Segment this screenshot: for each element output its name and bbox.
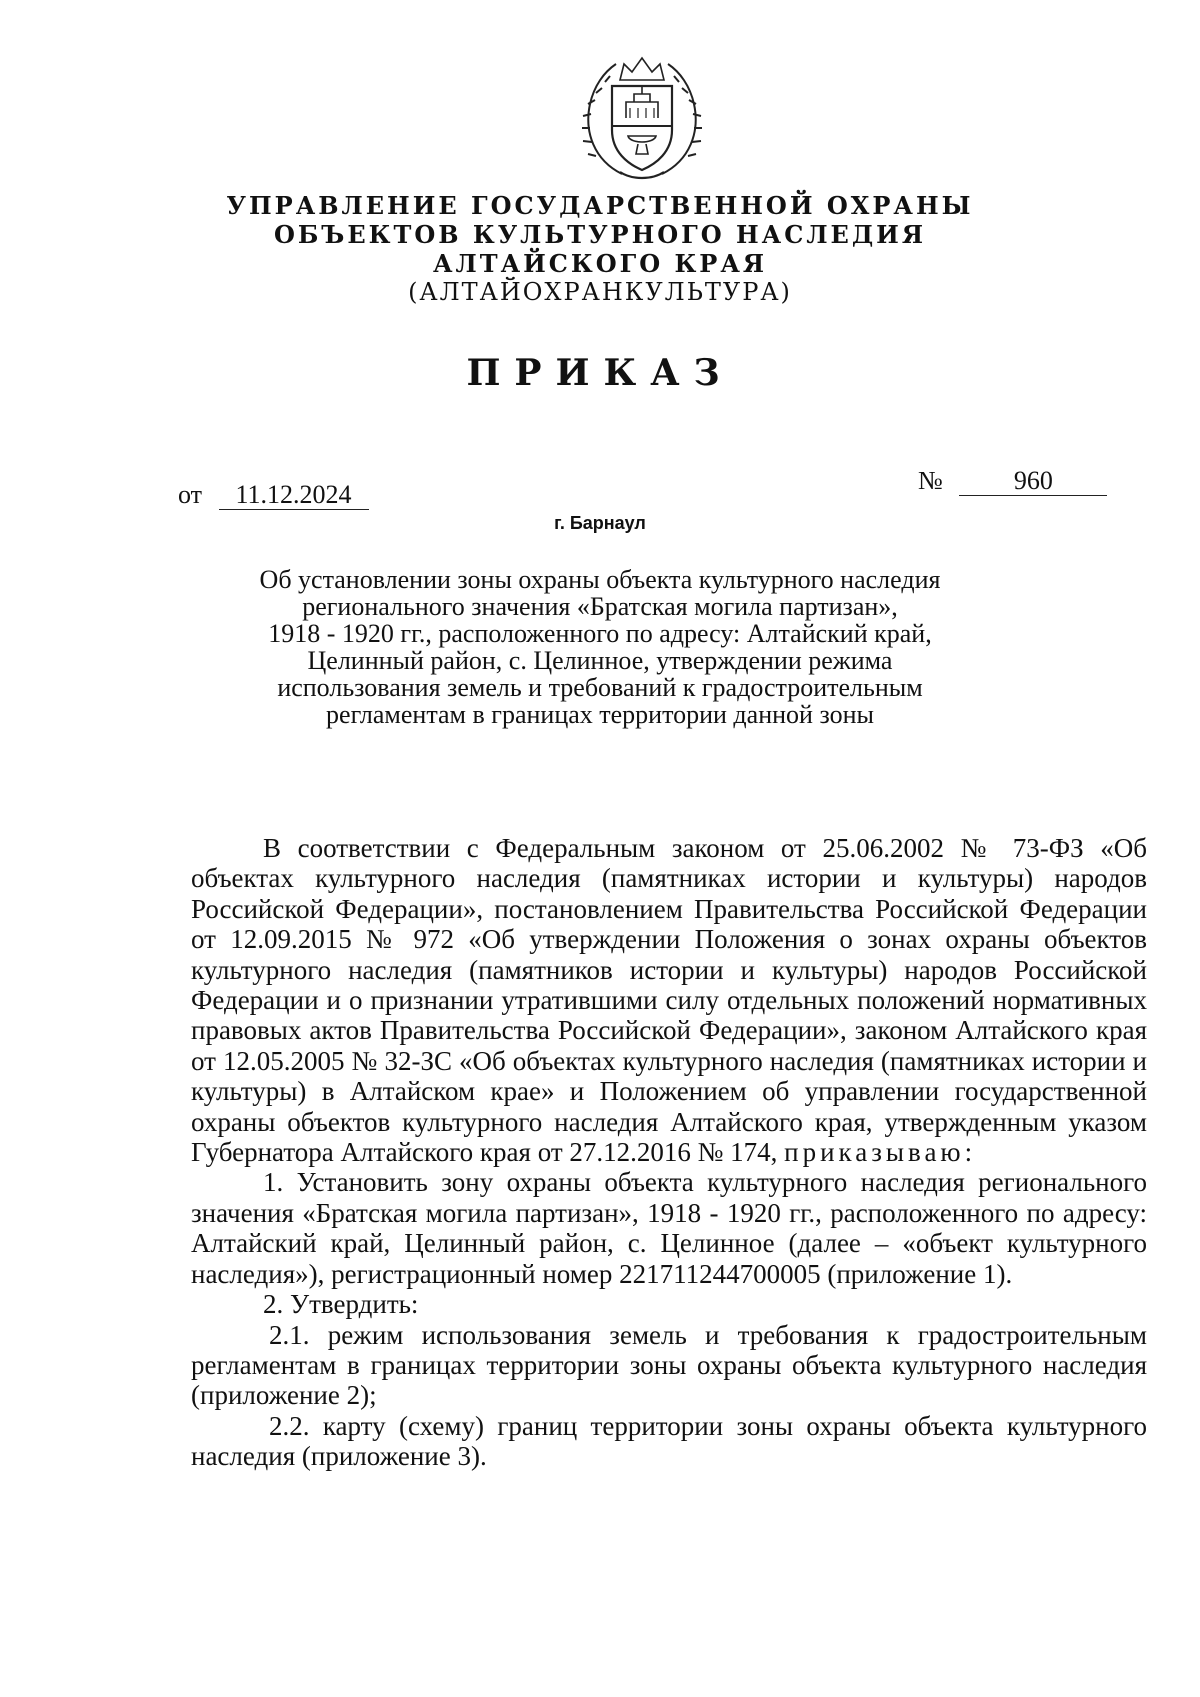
document-type-title: ПРИКАЗ bbox=[466, 352, 734, 394]
preamble-text: В соответствии с Федеральным законом от 25.06.2002 № 73-ФЗ «Об объектах культурного наследия (памятниках истории и культуры) народов Российской Федерации», постановлением Правительства Российской Федерации от 12.09.2015 № 972 «Об утверждении Положения о зонах охраны объектов культурного наследия (памятников истории и культуры) народов Российской Федерации и о признании утратившими силу отдельных положений нормативных правовых актов Правительства Российской Федерации», законом Алтайского края от 12.05.2005 № 32-ЗС «Об объектах культурного наследия (памятниках истории и культуры) в Алтайском крае» и Положением об управлении государственной охраны объектов культурного наследия Алтайского края, утвержденным указом Губернатора Алтайского края от 27.12.2016 № 174, bbox=[191, 833, 1147, 1168]
subject-line: Об установлении зоны охраны объекта культурного наследия bbox=[259, 565, 941, 594]
preamble-paragraph bbox=[191, 833, 1147, 1167]
date-prefix: от bbox=[178, 480, 203, 509]
order-word: приказываю: bbox=[784, 1137, 977, 1168]
altai-krai-coat-of-arms-icon bbox=[582, 52, 702, 184]
order-item-2-1: 2.1. режим использования земель и требования к градостроительным регламентам в границах территории зоны охраны объекта культурного наследия (приложение 2); bbox=[191, 1319, 1147, 1411]
org-name-line-2: ОБЪЕКТОВ КУЛЬТУРНОГО НАСЛЕДИЯ bbox=[273, 220, 927, 249]
order-item-2-2: 2.2. карту (схему) границ территории зоны охраны объекта культурного наследия (приложение 3). bbox=[191, 1410, 1147, 1472]
subject-line: использования земель и требований к градостроительным bbox=[277, 673, 923, 702]
document-subject bbox=[220, 566, 980, 728]
document-date: 11.12.2024 bbox=[219, 481, 369, 510]
subject-line: 1918 - 1920 гг., расположенного по адресу: Алтайский край, bbox=[268, 619, 932, 648]
subject-line: Целинный район, с. Целинное, утверждении режима bbox=[307, 646, 893, 675]
date-block bbox=[178, 480, 369, 510]
org-name-line-3: АЛТАЙСКОГО КРАЯ bbox=[432, 249, 768, 278]
subject-line: регламентам в границах территории данной зоны bbox=[326, 700, 874, 729]
subject-line: регионального значения «Братская могила партизан», bbox=[302, 592, 898, 621]
document-city: г. Барнаул bbox=[554, 513, 646, 533]
org-short-name: (АЛТАЙОХРАНКУЛЬТУРА) bbox=[408, 278, 792, 306]
document-body bbox=[191, 833, 1147, 1472]
order-item-2: 2. Утвердить: bbox=[263, 1289, 419, 1320]
document-number: 960 bbox=[959, 467, 1107, 496]
number-block bbox=[918, 466, 1107, 496]
number-prefix: № bbox=[918, 466, 943, 495]
org-name-line-1: УПРАВЛЕНИЕ ГОСУДАРСТВЕННОЙ ОХРАНЫ bbox=[226, 191, 974, 220]
order-item-1: 1. Установить зону охраны объекта культурного наследия регионального значения «Братская могила партизан», 1918 - 1920 гг., расположенного по адресу: Алтайский край, Целинный район, с. Целинное (далее – «объект культурного наследия»), регистрационный номер 221711244700005 (приложение 1). bbox=[191, 1167, 1147, 1289]
